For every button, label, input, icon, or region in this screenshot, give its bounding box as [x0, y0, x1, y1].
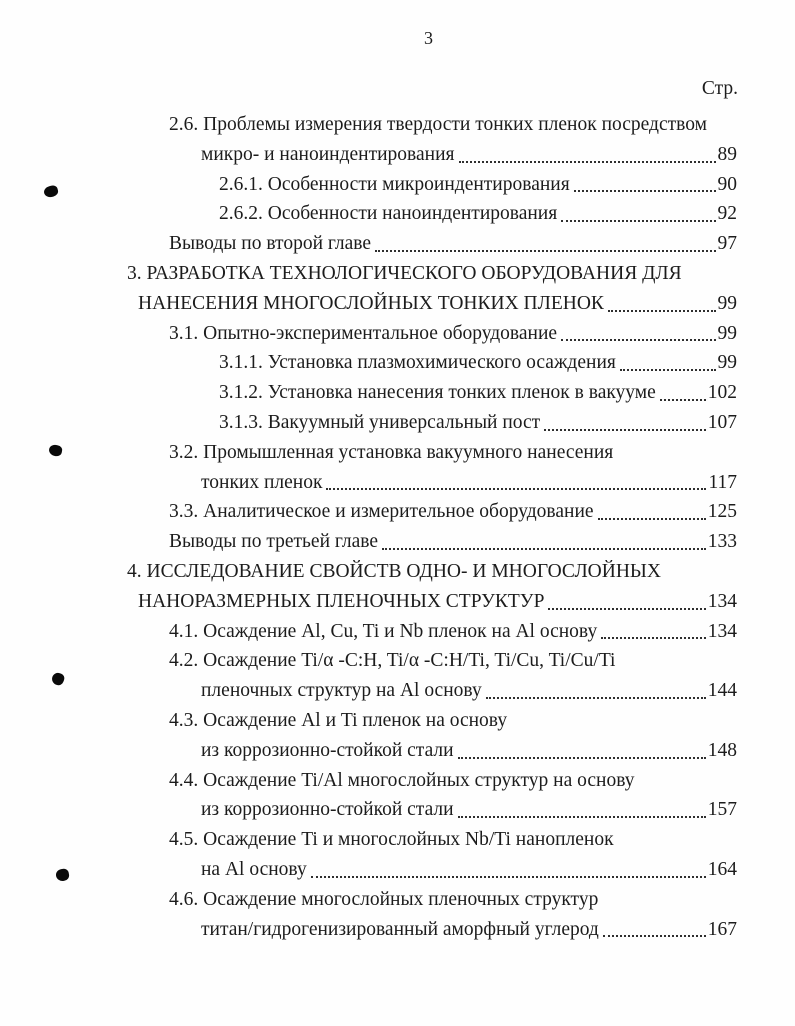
page-column-header: Стр. — [701, 78, 738, 99]
toc-line — [0, 438, 737, 468]
toc-entry-text: 4.3. Осаждение Al и Ti пленок на основу — [169, 709, 508, 731]
toc-line — [0, 140, 737, 170]
dot-leader — [574, 190, 716, 192]
toc-line — [0, 855, 737, 885]
toc-line — [0, 557, 737, 587]
dot-leader — [459, 161, 716, 163]
toc-page-number: 133 — [707, 531, 737, 553]
dot-leader — [561, 220, 715, 222]
toc-entry-text: микро- и наноиндентирования — [201, 143, 455, 165]
toc-page-number: 164 — [707, 858, 737, 880]
toc-page-number: 134 — [707, 590, 737, 612]
toc-entry-text: 4.6. Осаждение многослойных пленочных структур — [169, 888, 599, 910]
dot-leader — [598, 518, 706, 520]
toc-entry-text: 3.3. Аналитическое и измерительное оборудование — [169, 501, 594, 523]
dot-leader — [544, 429, 706, 431]
toc-page-number: 157 — [707, 799, 737, 821]
dot-leader — [311, 876, 706, 878]
toc-page-number: 89 — [717, 143, 737, 165]
toc-line — [0, 736, 737, 766]
dot-leader — [548, 608, 705, 610]
toc-page-number: 125 — [707, 501, 737, 523]
toc-line — [0, 289, 737, 319]
dot-leader — [382, 548, 706, 550]
toc-entry-text: тонких пленок — [201, 471, 323, 493]
toc-page-number: 90 — [717, 173, 737, 195]
toc-line — [0, 468, 737, 498]
toc-page-number: 107 — [707, 411, 737, 433]
dot-leader — [660, 399, 706, 401]
toc-list — [0, 110, 737, 944]
toc-entry-text: 4.2. Осаждение Ti/α -C:H, Ti/α -C:H/Ti, Ti/Cu, Ti/Cu/Ti — [169, 650, 616, 672]
toc-page-number: 134 — [707, 620, 737, 642]
toc-page-number: 92 — [717, 203, 737, 225]
toc-line — [0, 319, 737, 349]
toc-page-number: 97 — [717, 233, 737, 255]
toc-entry-text: 3. РАЗРАБОТКА ТЕХНОЛОГИЧЕСКОГО ОБОРУДОВАНИЯ ДЛЯ — [127, 262, 682, 284]
dot-leader — [601, 637, 706, 639]
toc-line — [0, 527, 737, 557]
toc-entry-text: 4.5. Осаждение Ti и многослойных Nb/Ti нанопленок — [169, 829, 614, 851]
toc-page-number: 99 — [717, 322, 737, 344]
toc-line — [0, 497, 737, 527]
toc-page-number: 99 — [717, 292, 737, 314]
toc-page-number: 148 — [707, 739, 737, 761]
toc-entry-text: из коррозионно-стойкой стали — [201, 739, 454, 761]
toc-line — [0, 766, 737, 796]
toc-line — [0, 795, 737, 825]
toc-entry-text: на Al основу — [201, 858, 307, 880]
toc-page-number: 99 — [717, 352, 737, 374]
toc-entry-text: 3.2. Промышленная установка вакуумного нанесения — [169, 441, 614, 463]
toc-line — [0, 646, 737, 676]
toc-line — [0, 199, 737, 229]
dot-leader — [603, 935, 706, 937]
toc-entry-text: 2.6.1. Особенности микроиндентирования — [219, 173, 570, 195]
toc-line — [0, 229, 737, 259]
toc-entry-text: 4. ИССЛЕДОВАНИЕ СВОЙСТВ ОДНО- И МНОГОСЛОЙНЫХ — [127, 560, 662, 582]
toc-entry-text: титан/гидрогенизированный аморфный углерод — [201, 918, 599, 940]
page-number: 3 — [424, 28, 433, 48]
toc-line — [0, 587, 737, 617]
dot-leader — [620, 369, 716, 371]
dot-leader — [458, 757, 706, 759]
dot-leader — [561, 339, 715, 341]
toc-line — [0, 408, 737, 438]
toc-line — [0, 706, 737, 736]
toc-entry-text: 2.6. Проблемы измерения твердости тонких пленок посредством — [169, 114, 707, 135]
toc-line — [0, 617, 737, 647]
toc-page-number: 144 — [707, 680, 737, 702]
toc-line — [0, 110, 737, 140]
toc-entry-text: Выводы по третьей главе — [169, 531, 379, 553]
toc-entry-text: 3.1. Опытно-экспериментальное оборудование — [169, 322, 558, 344]
toc-line — [0, 378, 737, 408]
toc-entry-text: 3.1.3. Вакуумный универсальный пост — [219, 411, 541, 433]
toc-line — [0, 259, 737, 289]
dot-leader — [375, 250, 715, 252]
toc-entry-text: 3.1.1. Установка плазмохимического осаждения — [219, 352, 616, 374]
toc-entry-text: НАНОРАЗМЕРНЫХ ПЛЕНОЧНЫХ СТРУКТУР — [138, 590, 545, 612]
toc-entry-text: 4.4. Осаждение Ti/Al многослойных структур на основу — [169, 769, 635, 791]
toc-page-number: 117 — [708, 471, 737, 493]
toc-entry-text: 3.1.2. Установка нанесения тонких пленок в вакууме — [219, 382, 656, 404]
toc-entry-text: НАНЕСЕНИЯ МНОГОСЛОЙНЫХ ТОНКИХ ПЛЕНОК — [138, 292, 604, 314]
dot-leader — [486, 697, 706, 699]
toc-line — [0, 348, 737, 378]
toc-line — [0, 825, 737, 855]
toc-entry-text: из коррозионно-стойкой стали — [201, 799, 454, 821]
toc-entry-text: Выводы по второй главе — [169, 233, 372, 255]
toc-entry-text: 2.6.2. Особенности наноиндентирования — [219, 203, 558, 225]
toc-line — [0, 885, 737, 915]
toc-line — [0, 170, 737, 200]
toc-line — [0, 676, 737, 706]
toc-entry-text: 4.1. Осаждение Al, Cu, Ti и Nb пленок на Al основу — [169, 620, 598, 642]
toc-entry-text: пленочных структур на Al основу — [201, 680, 482, 702]
dot-leader — [608, 310, 716, 312]
dot-leader — [458, 816, 706, 818]
toc-line — [0, 915, 737, 945]
dot-leader — [326, 488, 706, 490]
toc-page-number: 167 — [707, 918, 737, 940]
toc-page-number: 102 — [707, 382, 737, 404]
